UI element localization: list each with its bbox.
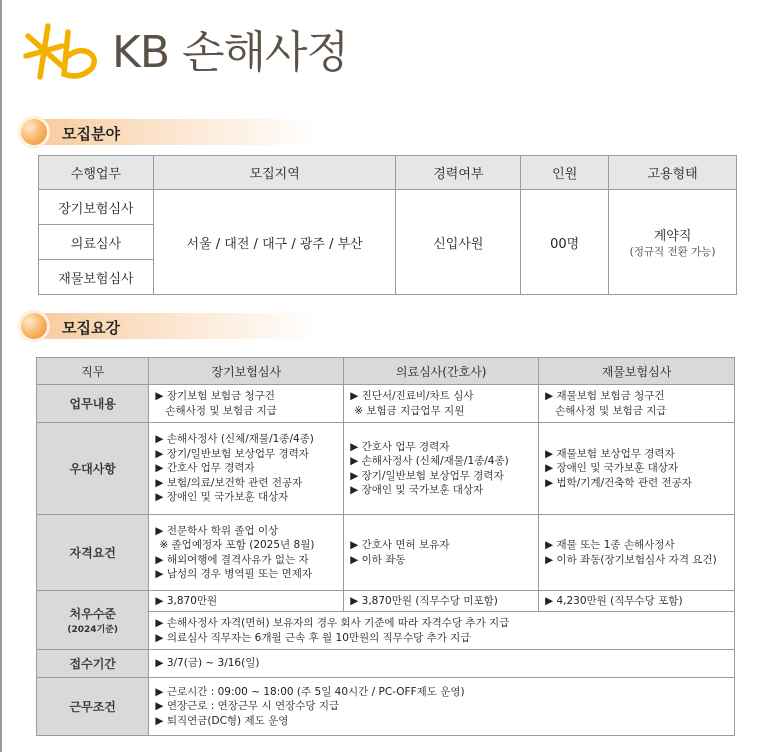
preferred-property: ▶ 재물보험 보상업무 경력자 ▶ 장애인 및 국가보훈 대상자 ▶ 법학/기계/건축학 관련 전공자 [539, 423, 735, 515]
header-cell: 직무 [37, 358, 149, 385]
salary-property: ▶ 4,230만원 (직무수당 포함) [539, 591, 735, 612]
salary-basis-note: (2024기준) [67, 625, 119, 635]
header-cell: 모집지역 [153, 156, 396, 190]
header-cell: 경력여부 [396, 156, 521, 190]
section-title: 모집분야 [62, 125, 120, 143]
section-header-requirements [18, 309, 318, 343]
application-period: ▶ 3/7(금) ~ 3/16(일) [149, 650, 735, 678]
row-label-qualifications: 자격요건 [37, 515, 149, 591]
employment-cell [609, 190, 737, 295]
employment-type: 계약직 [653, 229, 692, 244]
row-label-preferred: 우대사항 [37, 423, 149, 515]
qualifications-property: ▶ 재물 또는 1종 손해사정사 ▶ 이하 좌동(장기보험심사 자격 요건) [539, 515, 735, 591]
recruitment-requirements-table [36, 357, 735, 736]
employment-note: (정규직 전환 가능) [629, 246, 716, 258]
headcount-cell: 00명 [521, 190, 609, 295]
header-cell: 의료심사(간호사) [344, 358, 539, 385]
row-label-duties: 업무내용 [37, 385, 149, 423]
job-cell: 재물보험심사 [39, 260, 154, 295]
kb-logo [22, 18, 348, 88]
salary-notes: ▶ 손해사정사 자격(면허) 보유자의 경우 회사 기준에 따라 자격수당 추가 지급 ▶ 의료심사 직무자는 6개월 근속 후 월 10만원의 직무수당 추가 지급 [149, 612, 735, 650]
qualifications-medical: ▶ 간호사 면허 보유자 ▶ 이하 좌동 [344, 515, 539, 591]
section-header-field [18, 115, 318, 149]
page-left-border [0, 0, 2, 752]
header-cell: 수행업무 [39, 156, 154, 190]
salary-medical: ▶ 3,870만원 (직무수당 미포함) [344, 591, 539, 612]
preferred-medical: ▶ 간호사 업무 경력자 ▶ 손해사정사 (신체/재물/1종/4종) ▶ 장기/일반보험 보상업무 경력자 ▶ 장애인 및 국가보훈 대상자 [344, 423, 539, 515]
duties-long-term: ▶ 장기보험 보험금 청구건 손해사정 및 보험금 지급 [149, 385, 344, 423]
row-label-period: 접수기간 [37, 650, 149, 678]
duties-medical: ▶ 진단서/진료비/차트 심사 ※ 보험금 지급업무 지원 [344, 385, 539, 423]
section-title: 모집요강 [62, 319, 120, 337]
brand-name: KB 손해사정 [112, 27, 349, 78]
job-cell: 의료심사 [39, 225, 154, 260]
preferred-long-term: ▶ 손해사정사 (신체/재물/1종/4종) ▶ 장기/일반보험 보상업무 경력자 ▶ 간호사 업무 경력자 ▶ 보험/의료/보건학 관련 전공자 ▶ 장애인 및 국가보훈 대상자 [149, 423, 344, 515]
row-label-conditions: 근무조건 [37, 678, 149, 736]
duties-property: ▶ 재물보험 보험금 청구건 손해사정 및 보험금 지급 [539, 385, 735, 423]
header-cell: 인원 [521, 156, 609, 190]
orange-bullet-icon [18, 310, 50, 342]
experience-cell: 신입사원 [396, 190, 521, 295]
working-conditions: ▶ 근로시간 : 09:00 ~ 18:00 (주 5일 40시간 / PC-OFF제도 운영) ▶ 연장근로 : 연장근무 시 연장수당 지급 ▶ 퇴직연금(DC형) 제도 운영 [149, 678, 735, 736]
header-cell: 장기보험심사 [149, 358, 344, 385]
job-cell: 장기보험심사 [39, 190, 154, 225]
header-cell: 재물보험심사 [539, 358, 735, 385]
recruitment-field-table [38, 155, 737, 295]
kb-star-icon [22, 22, 102, 84]
region-cell: 서울 / 대전 / 대구 / 광주 / 부산 [153, 190, 396, 295]
header-cell: 고용형태 [609, 156, 737, 190]
orange-bullet-icon [18, 116, 50, 148]
row-label-salary: 처우수준 (2024기준) [37, 591, 149, 650]
qualifications-long-term: ▶ 전문학사 학위 졸업 이상 ※ 졸업예정자 포함 (2025년 8월) ▶ 해외여행에 결격사유가 없는 자 ▶ 남성의 경우 병역필 또는 면제자 [149, 515, 344, 591]
salary-long-term: ▶ 3,870만원 [149, 591, 344, 612]
